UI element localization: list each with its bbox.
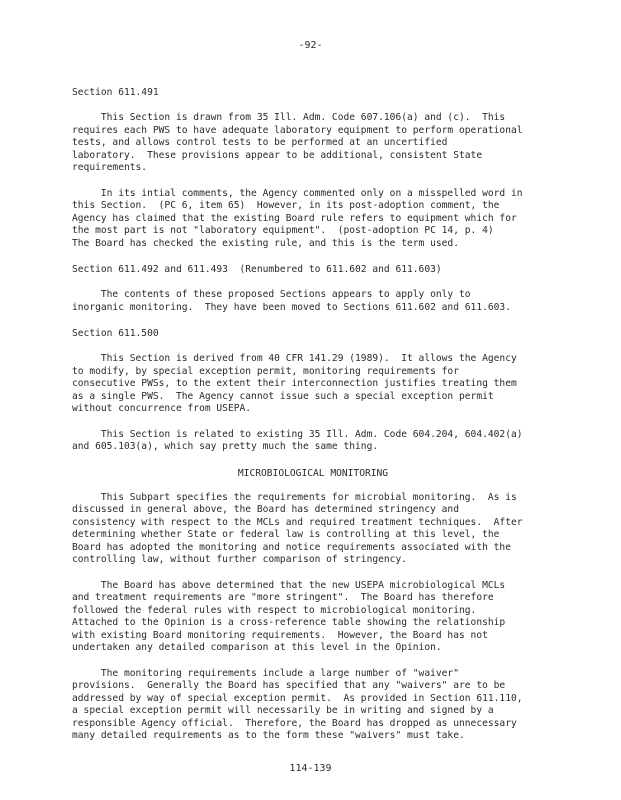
paragraph-line: requirements.	[72, 162, 148, 173]
paragraph-line: consecutive PWSs, to the extent their interconnection justifies treating them	[72, 378, 517, 389]
paragraph-line: Board has adopted the monitoring and notice requirements associated with the	[72, 541, 511, 553]
section-heading: Section 611.500	[72, 328, 159, 339]
document-body	[72, 86, 554, 756]
paragraph	[72, 429, 554, 454]
paragraph	[72, 492, 554, 567]
paragraph	[72, 112, 554, 175]
paragraph-line: many detailed requirements as to the form these "waivers" must take.	[72, 730, 465, 741]
paragraph-line: provisions. Generally the Board has specified that any "waivers" are to be	[72, 680, 506, 691]
paragraph-line: In its intial comments, the Agency commented only on a misspelled word in	[72, 187, 523, 199]
paragraph-line: requires each PWS to have adequate laboratory equipment to perform operational	[72, 124, 523, 136]
subpart-heading: MICROBIOLOGICAL MONITORING	[237, 467, 389, 479]
paragraph-line: addressed by way of special exception permit. As provided in Section 611.110,	[72, 692, 523, 704]
paragraph-line: followed the federal rules with respect to microbiological monitoring.	[72, 604, 477, 616]
paragraph-line: the most part is not "laboratory equipment". (post-adoption PC 14, p. 4)	[72, 225, 494, 236]
paragraph-line: This Subpart specifies the requirements for microbial monitoring. As is	[72, 491, 517, 503]
paragraph-line: The monitoring requirements include a large number of "waiver"	[72, 667, 459, 679]
paragraph-line: undertaken any detailed comparison at this level in the Opinion.	[72, 642, 442, 653]
paragraph-line: The Board has checked the existing rule, and this is the term used.	[72, 237, 459, 249]
paragraph-line: The contents of these proposed Sections appears to apply only to	[72, 289, 471, 300]
paragraph-line: The Board has above determined that the new USEPA microbiological MCLs	[72, 579, 506, 591]
paragraph-line: laboratory. These provisions appear to be additional, consistent State	[72, 149, 483, 161]
paragraph-line: without concurrence from USEPA.	[72, 403, 252, 414]
paragraph-line: controlling law, without further comparison of stringency.	[72, 554, 408, 565]
paragraph-line: consistency with respect to the MCLs and required treatment techniques. After	[72, 516, 523, 528]
paragraph	[72, 289, 554, 314]
paragraph-line: Attached to the Opinion is a cross-reference table showing the relationship	[72, 617, 506, 628]
paragraph-line: tests, and allows control tests to be performed at an uncertified	[72, 137, 448, 148]
paragraph-line: this Section. (PC 6, item 65) However, in its post-adoption comment, the	[72, 200, 500, 211]
paragraph-line: to modify, by special exception permit, monitoring requirements for	[72, 365, 459, 377]
paragraph	[72, 188, 554, 251]
paragraph-line: determining whether State or federal law is controlling at this level, the	[72, 529, 500, 540]
paragraph-line: as a single PWS. The Agency cannot issue such a special exception permit	[72, 390, 494, 402]
section-heading: Section 611.491	[72, 87, 159, 98]
section-heading: Section 611.492 and 611.493 (Renumbered to 611.602 and 611.603)	[72, 264, 442, 275]
paragraph	[72, 353, 554, 416]
paragraph-line: and 605.103(a), which say pretty much the same thing.	[72, 441, 379, 452]
paragraph-line: a special exception permit will necessarily be in writing and signed by a	[72, 705, 494, 716]
paragraph-line: This Section is derived from 40 CFR 141.29 (1989). It allows the Agency	[72, 353, 517, 364]
paragraph-line: Agency has claimed that the existing Board rule refers to equipment which for	[72, 212, 517, 224]
paragraph	[72, 668, 554, 743]
paragraph-line: discussed in general above, the Board has determined stringency and	[72, 504, 459, 515]
paragraph-line: with existing Board monitoring requirements. However, the Board has not	[72, 629, 488, 641]
paragraph-line: This Section is related to existing 35 Ill. Adm. Code 604.204, 604.402(a)	[72, 428, 523, 440]
paragraph-line: This Section is drawn from 35 Ill. Adm. Code 607.106(a) and (c). This	[72, 112, 506, 123]
paragraph	[72, 580, 554, 655]
page-footer: 114-139	[289, 763, 332, 774]
page-number-header: -92-	[298, 40, 323, 51]
paragraph-line: and treatment requirements are "more stringent". The Board has therefore	[72, 592, 494, 603]
paragraph-line: responsible Agency official. Therefore, the Board has dropped as unnecessary	[72, 717, 517, 729]
paragraph-line: inorganic monitoring. They have been moved to Sections 611.602 and 611.603.	[72, 301, 511, 313]
